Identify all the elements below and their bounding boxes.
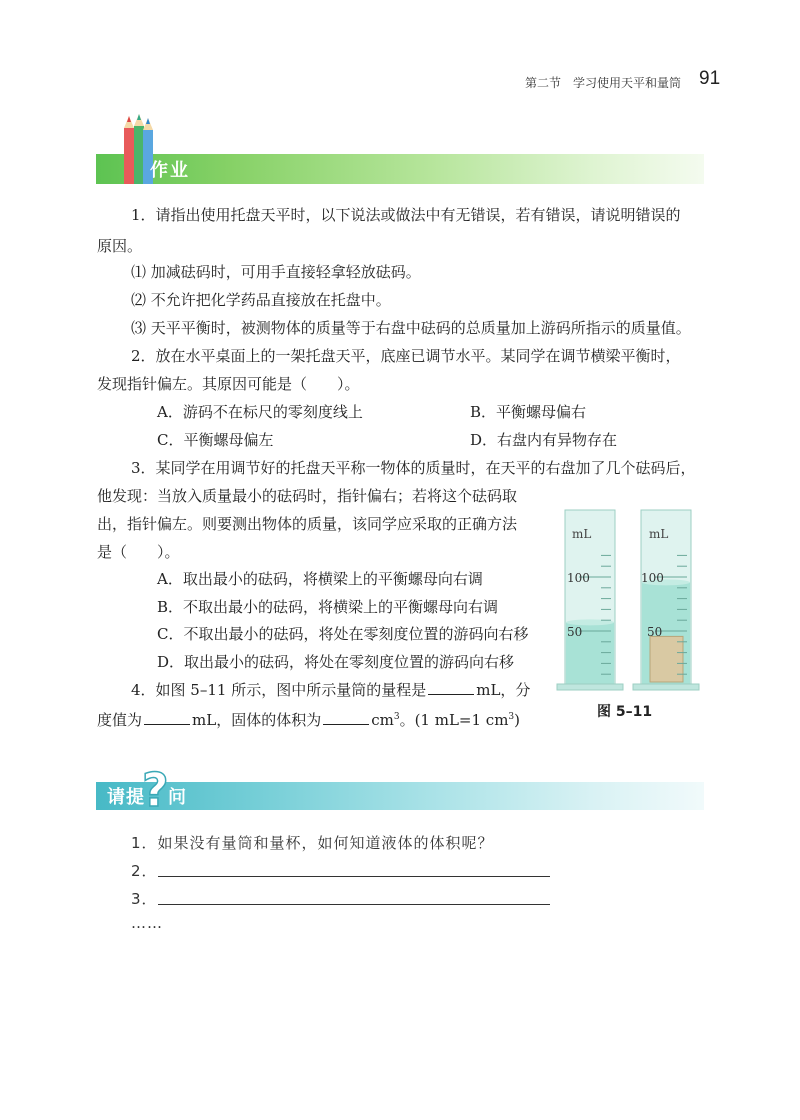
q1-item-2: ⑵ 不允许把化学药品直接放在托盘中。 xyxy=(131,291,391,309)
page-number: 91 xyxy=(699,68,721,89)
homework-title: 作业 xyxy=(150,160,190,181)
q3-line3: 出，指针偏左。则要测出物体的质量，该同学应采取的正确方法 xyxy=(97,515,518,533)
ask-ellipsis: …… xyxy=(131,914,163,932)
solid-object xyxy=(650,636,683,682)
q3-line1: 3．某同学在用调节好的托盘天平称一物体的质量时，在天平的右盘加了几个砝码后， xyxy=(131,459,696,477)
ask-item-1: 1．如果没有量筒和量杯，如何知道液体的体积呢？ xyxy=(131,834,494,852)
ask-title-part1: 请提 xyxy=(107,787,145,808)
q1-item-1: ⑴ 加减砝码时，可用手直接轻拿轻放砝码。 xyxy=(131,263,421,281)
ask-banner xyxy=(96,782,704,810)
q4-text-1: 4．如图 5–11 所示，图中所示量筒的量程是 xyxy=(131,681,427,699)
running-header-section: 第二节 学习使用天平和量筒 xyxy=(525,76,682,90)
cylinder-left-unit-label: mL xyxy=(572,527,592,541)
q1-item-3: ⑶ 天平平衡时，被测物体的质量等于右盘中砝码的总质量加上游码所指示的质量值。 xyxy=(131,319,691,337)
q2-line2: 发现指针偏左。其原因可能是（ ）。 xyxy=(97,375,360,393)
q2-option-a: A．游码不在标尺的零刻度线上 xyxy=(157,403,363,421)
cylinder-left xyxy=(557,510,623,690)
cylinder-right-100-label: 100 xyxy=(641,571,664,585)
q4-line2 xyxy=(97,707,520,730)
q4-text-6: 。(1 mL=1 cm xyxy=(399,711,509,729)
ask-item-2-label: 2． xyxy=(131,862,158,880)
q4-text-4: mL，固体的体积为 xyxy=(192,711,322,729)
q3-line4: 是（ ）。 xyxy=(97,543,180,561)
cylinder-left-100-label: 100 xyxy=(567,571,590,585)
q3-option-c: C．不取出最小的砝码，将处在零刻度位置的游码向右移 xyxy=(157,625,529,643)
q4-text-7: ) xyxy=(514,711,521,729)
q2-option-c: C．平衡螺母偏左 xyxy=(157,431,274,449)
q3-option-d: D．取出最小的砝码，将处在零刻度位置的游码向右移 xyxy=(157,653,515,671)
q2-option-d: D．右盘内有异物存在 xyxy=(470,431,618,449)
svg-text:?: ? xyxy=(142,764,169,810)
q3-line2: 他发现：当放入质量最小的砝码时，指针偏右；若将这个砝码取 xyxy=(97,487,518,505)
cylinder-right-50-label: 50 xyxy=(647,625,663,639)
q4-text-3: 度值为 xyxy=(97,711,143,729)
ask-item-3-label: 3． xyxy=(131,890,158,908)
ask-item-3-answer-line xyxy=(158,904,550,905)
ask-title-part2: 问 xyxy=(168,787,186,808)
q2-option-b: B．平衡螺母偏右 xyxy=(470,403,587,421)
q4-sup-1: 3 xyxy=(393,712,400,722)
q4-blank-volume xyxy=(323,710,369,725)
q4-sup-2: 3 xyxy=(508,712,515,722)
q4-line1 xyxy=(131,680,530,700)
q2-line1: 2．放在水平桌面上的一架托盘天平，底座已调节水平。某同学在调节横梁平衡时， xyxy=(131,347,681,365)
q1-line1: 1．请指出使用托盘天平时，以下说法或做法中有无错误，若有错误，请说明错误的 xyxy=(131,206,681,224)
q1-line2: 原因。 xyxy=(97,237,143,255)
q4-text-5: cm xyxy=(371,711,394,729)
q4-blank-division xyxy=(144,710,190,725)
q4-text-2: mL，分 xyxy=(476,681,531,699)
q3-option-a: A．取出最小的砝码，将横梁上的平衡螺母向右调 xyxy=(157,570,483,588)
cylinder-left-50-label: 50 xyxy=(567,625,583,639)
question-mark-icon xyxy=(140,764,170,810)
figure-graduated-cylinders xyxy=(555,508,715,692)
q3-option-b: B．不取出最小的砝码，将横梁上的平衡螺母向右调 xyxy=(157,598,499,616)
figure-caption: 图 5–11 xyxy=(597,704,653,720)
q4-blank-range xyxy=(428,680,474,695)
ask-item-2-answer-line xyxy=(158,876,550,877)
cylinder-right-unit-label: mL xyxy=(649,527,669,541)
cylinder-right xyxy=(633,510,699,690)
